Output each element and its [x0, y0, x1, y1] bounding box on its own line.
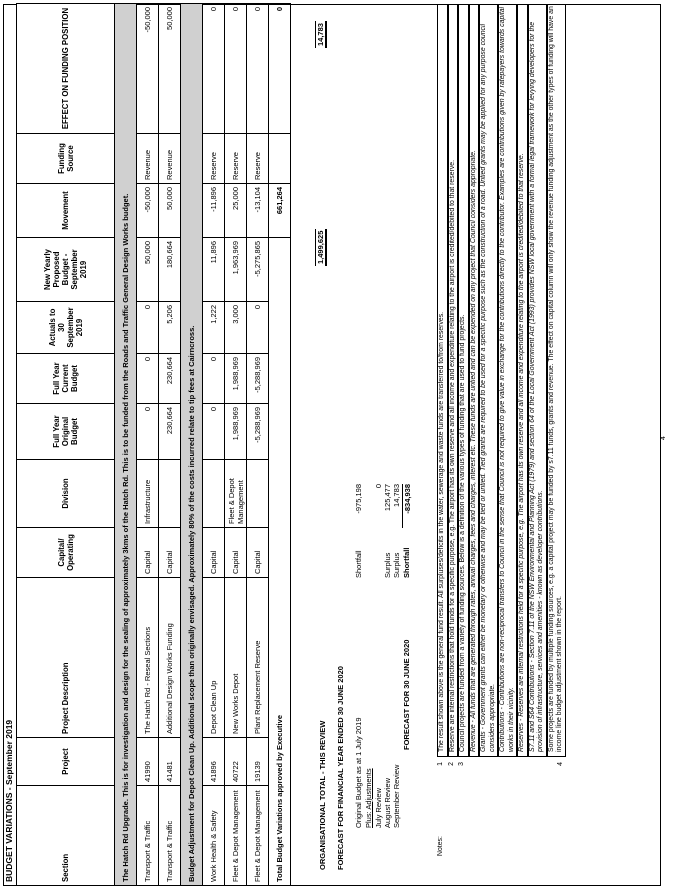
note-text: The result shown above is the general fund result. All surpluses/deficits in the water, sewerage and waste funds are transferred to/from reserves.: [437, 4, 448, 757]
cell-description: New Works Depot: [225, 578, 247, 738]
total-row: [269, 4, 291, 886]
cell-effect: 50,000: [159, 4, 181, 134]
note-row: [448, 4, 459, 886]
cell-section: Work Health & Safety: [203, 786, 225, 886]
note-number: 1: [437, 762, 444, 766]
cell-curr: 0: [137, 354, 159, 404]
note-row: [479, 4, 498, 886]
forecast-line-label: July Review: [374, 787, 383, 828]
cell-actuals: 1,222: [203, 302, 225, 354]
cell-movement: 25,000: [225, 184, 247, 238]
header-funding-source: Funding Source: [17, 134, 115, 184]
cell-project: 41896: [203, 738, 225, 786]
notes-label: Notes:: [437, 836, 444, 856]
cell-capop: Capital: [203, 528, 225, 578]
cell-curr: 0: [203, 354, 225, 404]
table-row: [247, 4, 269, 886]
cell-project: 19139: [247, 738, 269, 786]
cell-actuals: 0: [247, 302, 269, 354]
note-text: Some projects are funded by multiple funding sources, e.g. a capital project may be funded by s7.11 funds, grants and revenue. The effect on capital column will only show the revenue funding adjustment as the other types of funding will have an income line budget adjustment shown in the report.: [547, 4, 566, 757]
forecast-line-type: Shortfall: [354, 550, 363, 578]
cell-newyearly: 50,000: [137, 238, 159, 302]
group-heading-row: [181, 4, 203, 886]
cell-effect: 0: [247, 4, 269, 134]
cell-actuals: 3,000: [225, 302, 247, 354]
total-label: Total Budget Variations approved by Executive: [269, 238, 291, 886]
cell-project: 40722: [225, 738, 247, 786]
page-number: 4: [660, 436, 667, 440]
cell-project: 41481: [159, 738, 181, 786]
note-text: Council projects are funded from a variety of funding sources. Below is a definition of the various types of funding that are used to fund projects.: [458, 4, 469, 757]
cell-section: Transport & Traffic: [137, 786, 159, 886]
header-section: Section: [17, 786, 115, 886]
cell-capop: Capital: [225, 528, 247, 578]
forecast-line-label: Original Budget as at 1 July 2019: [354, 717, 363, 828]
note-row: [458, 4, 469, 886]
cell-funding: Revenue: [159, 134, 181, 184]
budget-variations-table: [16, 3, 291, 886]
note-text: Reserves - Reserves are internal restrictions held for a specific purpose, e.g. The airport has its own reserve and all income and expenditure relating to the airport is credited/debited to that reserve.: [517, 4, 528, 757]
cell-orig: 1,988,969: [225, 404, 247, 460]
cell-division: Fleet & Depot Management: [225, 460, 247, 528]
forecast-line-value: 0: [374, 484, 383, 489]
total-movement: 661,264: [269, 184, 291, 238]
forecast-line-label: Plus: Adjustments: [364, 768, 373, 828]
note-row: [498, 4, 517, 886]
note-row: [437, 4, 448, 886]
cell-section: Transport & Traffic: [159, 786, 181, 886]
org-total-movement-box: [315, 229, 327, 266]
forecast-line-value: 14,783: [392, 484, 401, 507]
cell-orig: 0: [203, 404, 225, 460]
cell-movement: -11,896: [203, 184, 225, 238]
note-text: Reserve are internal restrictions that hold funds for a specific purpose, e.g. The airport has its own reserve and all income and expenditure relating to the airport is credited/debited to that reserve.: [448, 4, 459, 757]
org-total-effect-box: [315, 21, 327, 48]
header-division: Division: [17, 460, 115, 528]
cell-description: Depot Clean Up: [203, 578, 225, 738]
forecast-line-type: Surplus: [383, 552, 392, 578]
note-text: S7.11 and S64 Contributions - Section 7.11 of the NSW Environmental and Planning Act (1979) and section 64 of the Local Government Act (1993) provides NSW local government with a formal legal framework for levying developers for the provision of infrastructure, services and amenities - known as developer contributions.: [528, 4, 547, 757]
forecast-line-label: September Review: [392, 764, 401, 828]
group-heading-row: [115, 4, 137, 886]
group-heading: Budget Adjustment for Depot Clean Up. Additional scope than originally envisaged. Approximately 80% of the costs incurred relate to tip fees at Cairncross.: [181, 4, 203, 886]
note-row: [528, 4, 547, 886]
forecast-line-value: -975,198: [354, 484, 363, 514]
header-capital-operating: Capital/ Operating: [17, 528, 115, 578]
note-number: 2: [447, 762, 455, 766]
cell-newyearly: 11,896: [203, 238, 225, 302]
cell-movement: -13,104: [247, 184, 269, 238]
cell-description: Additional Design Works Funding: [159, 578, 181, 738]
cell-description: The Hatch Rd - Reseal Sections: [137, 578, 159, 738]
table-row: [137, 4, 159, 886]
cell-effect: 0: [203, 4, 225, 134]
table-row: [203, 4, 225, 886]
cell-movement: 50,000: [159, 184, 181, 238]
cell-effect: -50,000: [137, 4, 159, 134]
cell-capop: Capital: [247, 528, 269, 578]
header-actuals: Actuals to 30 September 2019: [17, 302, 115, 354]
cell-actuals: 0: [137, 302, 159, 354]
cell-division: [247, 460, 269, 528]
cell-actuals: 5,206: [159, 302, 181, 354]
cell-division: Infrastructure: [137, 460, 159, 528]
note-row: [517, 4, 528, 886]
cell-orig: 0: [137, 404, 159, 460]
note-number: 3: [458, 762, 465, 766]
cell-newyearly: 180,664: [159, 238, 181, 302]
table-row: [225, 4, 247, 886]
cell-division: [203, 460, 225, 528]
forecast-final-label: FORECAST FOR 30 JUNE 2020: [402, 639, 411, 750]
cell-newyearly: -5,275,865: [247, 238, 269, 302]
org-total-label: ORGANISATIONAL TOTAL - THIS REVIEW: [318, 720, 327, 870]
note-number: 4: [556, 762, 564, 766]
cell-capop: Capital: [137, 528, 159, 578]
cell-funding: Reserve: [225, 134, 247, 184]
header-row: [17, 4, 115, 886]
cell-funding: Reserve: [247, 134, 269, 184]
cell-section: Fleet & Depot Management: [247, 786, 269, 886]
cell-funding: Reserve: [203, 134, 225, 184]
cell-effect: 0: [225, 4, 247, 134]
header-description: Project Description: [17, 578, 115, 738]
group-heading: The Hatch Rd Upgrade. This is for investigation and design for the sealing of approximately 3kms of the Hatch Rd. This is to be funded from the Roads and Traffic General Design Works budget.: [115, 4, 137, 886]
cell-orig: 230,664: [159, 404, 181, 460]
cell-curr: 1,988,969: [225, 354, 247, 404]
header-current-budget: Full Year Current Budget: [17, 354, 115, 404]
note-row: [469, 4, 480, 886]
page-title: BUDGET VARIATIONS - September 2019: [4, 719, 14, 882]
header-project: Project: [17, 738, 115, 786]
forecast-line-value: 125,477: [383, 484, 392, 512]
notes-section: [437, 4, 566, 886]
cell-newyearly: 1,963,969: [225, 238, 247, 302]
note-row: [547, 4, 566, 886]
note-text: Revenue - All funds that are generated through rates, annual charges, fees and charges, interest etc. These funds are untied and can be expended on any project that Council considers appropriate.: [469, 4, 480, 757]
header-original-budget: Full Year Original Budget: [17, 404, 115, 460]
org-total-movement: 1,499,625: [316, 230, 325, 264]
header-movement: Movement: [17, 184, 115, 238]
cell-orig: -5,288,969: [247, 404, 269, 460]
cell-funding: Revenue: [137, 134, 159, 184]
org-total-effect: 14,783: [316, 23, 325, 46]
cell-curr: 230,664: [159, 354, 181, 404]
header-effect-on-funding: EFFECT ON FUNDING POSITION: [17, 4, 115, 134]
cell-movement: -50,000: [137, 184, 159, 238]
forecast-final-type: Shortfall: [402, 547, 411, 578]
header-new-yearly-budget: New Yearly Proposed Budget - September 2019: [17, 238, 115, 302]
cell-description: Plant Replacement Reserve: [247, 578, 269, 738]
cell-division: [159, 460, 181, 528]
forecast-line-label: August Review: [383, 777, 392, 828]
cell-section: Fleet & Depot Management: [225, 786, 247, 886]
forecast-line-type: Surplus: [392, 552, 401, 578]
total-effect: 0: [269, 4, 291, 134]
note-text: Grants - Government grants can either be monetary or otherwise and may be tied or untied. Tied grants are required to be used for a specific purpose such as the construction of a road. Untied grants may be applied for any purpose council considers appropriate.: [479, 4, 498, 757]
table-row: [159, 4, 181, 886]
forecast-final-value: -834,938: [402, 484, 412, 528]
cell-curr: -5,288,969: [247, 354, 269, 404]
note-text: Contributions - Contributions are non-reciprocal transfers to Council in the sense that Council is not required to give value in exchange for the contributions directly to the contributor. Examples are contributions given by ratepayers towards capital works in their vicinity.: [498, 4, 517, 757]
forecast-heading: FORECAST FOR FINANCIAL YEAR ENDED 30 JUNE 2020: [336, 666, 345, 870]
cell-project: 41990: [137, 738, 159, 786]
cell-capop: Capital: [159, 528, 181, 578]
